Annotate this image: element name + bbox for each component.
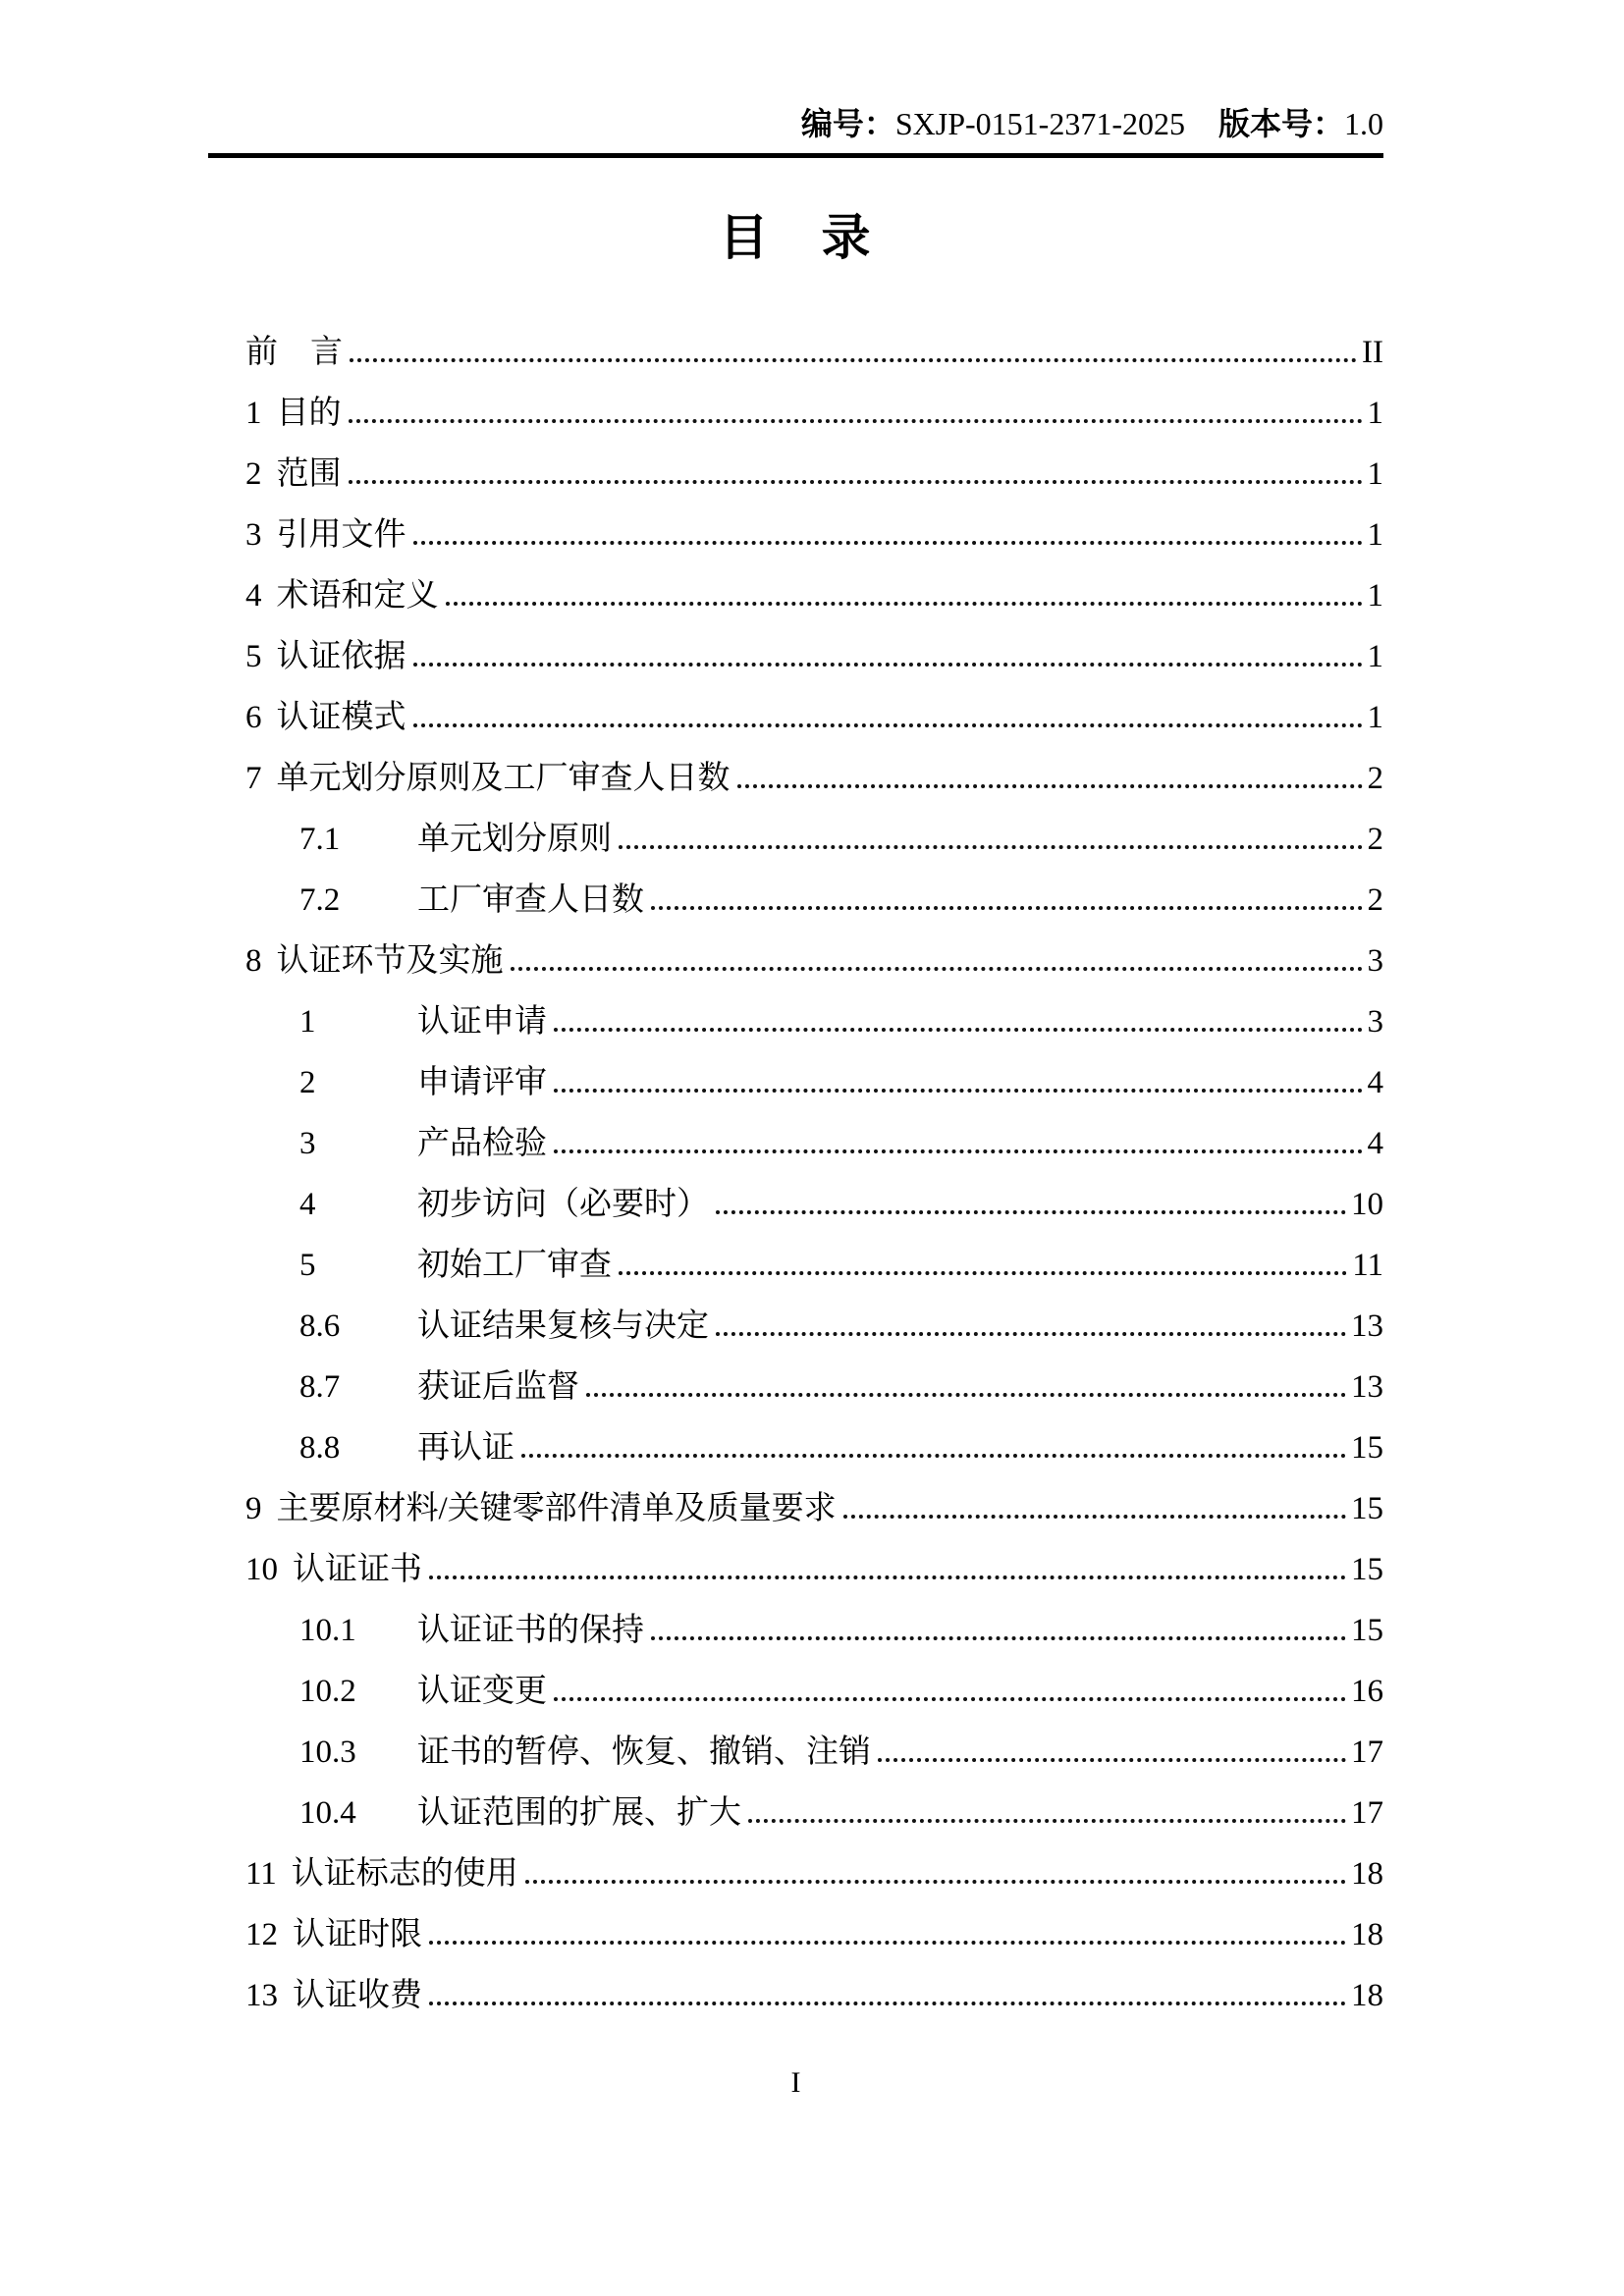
toc-entry-title: 单元划分原则及工厂审查人日数 — [276, 761, 731, 796]
toc-entry-page: 1 — [1367, 639, 1383, 674]
toc-entry-title: 认证证书的保持 — [417, 1613, 644, 1648]
dot-leader — [413, 723, 1363, 727]
toc-entry-title: 认证时限 — [293, 1917, 422, 1952]
toc-entry-number: 8 — [245, 943, 262, 979]
dot-leader — [748, 1819, 1346, 1823]
toc-row — [208, 820, 1383, 859]
toc-row — [208, 454, 1383, 494]
toc-row — [208, 1063, 1383, 1102]
toc-entry-title: 目的 — [276, 396, 342, 431]
toc-row — [208, 1124, 1383, 1163]
toc-entry-page: 11 — [1352, 1248, 1383, 1283]
toc-entry-number: 7.1 — [299, 822, 341, 857]
toc-row — [208, 1915, 1383, 1954]
dot-leader — [651, 906, 1363, 910]
toc-entry-title: 获证后监督 — [417, 1369, 579, 1405]
toc-row — [208, 1611, 1383, 1650]
toc-entry-title: 认证依据 — [276, 639, 406, 674]
toc-entry-number: 1 — [299, 1004, 316, 1040]
dot-leader — [350, 358, 1357, 362]
toc-entry-page: 4 — [1367, 1126, 1383, 1161]
toc-entry-number: 10.3 — [299, 1735, 356, 1770]
toc-entry-page: 17 — [1351, 1735, 1383, 1770]
toc-entry-title: 认证范围的扩展、扩大 — [417, 1795, 741, 1831]
toc-row — [208, 1733, 1383, 1772]
toc-row — [208, 576, 1383, 615]
toc-entry-number: 13 — [245, 1978, 278, 2013]
dot-leader — [429, 1941, 1346, 1945]
toc-entry-page: 1 — [1367, 396, 1383, 431]
page-footer — [208, 2064, 1383, 2102]
toc-entry-title: 认证模式 — [276, 700, 406, 735]
toc-entry-number: 10.2 — [299, 1674, 356, 1709]
toc-entry-number: 4 — [245, 578, 262, 614]
toc-entry-title: 申请评审 — [417, 1065, 547, 1100]
toc-row — [208, 1976, 1383, 2015]
dot-leader — [843, 1515, 1346, 1519]
dot-leader — [554, 1697, 1346, 1701]
toc-entry-title: 认证标志的使用 — [291, 1856, 518, 1892]
toc-entry-title: 工厂审查人日数 — [417, 882, 644, 918]
toc-entry-number: 1 — [245, 396, 262, 431]
toc-entry-title: 单元划分原则 — [417, 822, 612, 857]
toc-entry-page: 2 — [1367, 882, 1383, 918]
dot-leader — [521, 1454, 1346, 1458]
toc-entry-number: 10.1 — [299, 1613, 356, 1648]
dot-leader — [586, 1393, 1346, 1397]
toc-entry-title: 认证证书 — [293, 1552, 422, 1587]
toc-entry-page: 2 — [1367, 761, 1383, 796]
toc-entry-number: 7.2 — [299, 882, 341, 918]
dot-leader — [429, 2002, 1346, 2005]
toc-entry-page: II — [1362, 335, 1383, 370]
toc-entry-page: 15 — [1351, 1491, 1383, 1526]
dot-leader — [716, 1210, 1346, 1214]
dot-leader — [413, 541, 1363, 545]
toc-entry-number: 10 — [245, 1552, 278, 1587]
toc-entry-title: 再认证 — [417, 1430, 514, 1466]
toc-entry-page: 15 — [1351, 1430, 1383, 1466]
toc-entry-number: 8.7 — [299, 1369, 341, 1405]
toc-entry-title: 初始工厂审查 — [417, 1248, 612, 1283]
toc-row — [208, 1246, 1383, 1285]
toc-row — [208, 759, 1383, 798]
toc-entry-title: 主要原材料/关键零部件清单及质量要求 — [276, 1491, 837, 1526]
dot-leader — [554, 1149, 1363, 1153]
dot-leader — [651, 1636, 1346, 1640]
toc-row — [208, 394, 1383, 433]
toc-entry-page: 17 — [1351, 1795, 1383, 1831]
toc-row — [208, 1550, 1383, 1589]
footer-page-marker: I — [790, 2066, 801, 2099]
toc-entry-number: 6 — [245, 700, 262, 735]
dot-leader — [349, 419, 1363, 423]
toc-entry-number: 5 — [299, 1248, 316, 1283]
toc-row — [208, 1793, 1383, 1833]
toc-entry-title: 证书的暂停、恢复、撤销、注销 — [417, 1735, 871, 1770]
toc-entry-page: 13 — [1351, 1369, 1383, 1405]
toc-entry-number: 4 — [299, 1187, 316, 1222]
toc-entry-page: 1 — [1367, 456, 1383, 492]
toc-entry-page: 15 — [1351, 1552, 1383, 1587]
toc-entry-page: 15 — [1351, 1613, 1383, 1648]
toc-entry-page: 2 — [1367, 822, 1383, 857]
dot-leader — [446, 602, 1363, 606]
dot-leader — [878, 1758, 1346, 1762]
toc-entry-number: 9 — [245, 1491, 262, 1526]
version-label: 版本号： — [1218, 106, 1344, 141]
toc-entry-number: 3 — [299, 1126, 316, 1161]
toc-entry-page: 1 — [1367, 700, 1383, 735]
toc-entry-number: 7 — [245, 761, 262, 796]
toc-entry-number: 11 — [245, 1856, 277, 1892]
dot-leader — [429, 1575, 1346, 1579]
toc-entry-number: 5 — [245, 639, 262, 674]
dot-leader — [525, 1880, 1346, 1884]
toc-list — [208, 333, 1383, 2015]
toc-entry-number: 8.6 — [299, 1308, 341, 1344]
toc-row — [208, 698, 1383, 737]
dot-leader — [511, 967, 1363, 971]
toc-entry-title: 认证结果复核与决定 — [417, 1308, 709, 1344]
toc-row — [208, 1307, 1383, 1346]
toc-entry-page: 4 — [1367, 1065, 1383, 1100]
toc-title: 目 录 — [719, 210, 873, 265]
toc-row — [208, 1672, 1383, 1711]
dot-leader — [349, 480, 1363, 484]
version-value: 1.0 — [1344, 106, 1383, 141]
toc-entry-page: 18 — [1351, 1978, 1383, 2013]
doc-number-label: 编号： — [800, 106, 895, 141]
toc-entry-title: 认证变更 — [417, 1674, 547, 1709]
toc-row — [208, 1367, 1383, 1407]
toc-entry-page: 16 — [1351, 1674, 1383, 1709]
toc-entry-number: 2 — [299, 1065, 316, 1100]
toc-entry-number: 2 — [245, 456, 262, 492]
toc-entry-title: 术语和定义 — [276, 578, 439, 614]
toc-row — [208, 941, 1383, 981]
toc-row — [208, 333, 1383, 372]
dot-leader — [554, 1089, 1363, 1093]
toc-entry-number: 3 — [245, 517, 262, 553]
toc-entry-title: 引用文件 — [276, 517, 406, 553]
toc-entry-title: 初步访问（必要时） — [417, 1187, 709, 1222]
toc-entry-page: 13 — [1351, 1308, 1383, 1344]
toc-row — [208, 1489, 1383, 1528]
toc-entry-page: 1 — [1367, 517, 1383, 553]
toc-entry-page: 3 — [1367, 1004, 1383, 1040]
dot-leader — [619, 845, 1363, 849]
toc-entry-page: 18 — [1351, 1917, 1383, 1952]
toc-entry-title: 认证环节及实施 — [276, 943, 504, 979]
toc-row — [208, 1185, 1383, 1224]
toc-row — [208, 1002, 1383, 1041]
toc-entry-number: 8.8 — [299, 1430, 341, 1466]
toc-entry-number: 12 — [245, 1917, 278, 1952]
toc-row — [208, 1428, 1383, 1468]
toc-entry-title: 认证申请 — [417, 1004, 547, 1040]
toc-entry-title: 产品检验 — [417, 1126, 547, 1161]
toc-row — [208, 1854, 1383, 1894]
toc-entry-page: 3 — [1367, 943, 1383, 979]
toc-entry-page: 1 — [1367, 578, 1383, 614]
dot-leader — [619, 1271, 1347, 1275]
dot-leader — [737, 784, 1363, 788]
toc-entry-page: 18 — [1351, 1856, 1383, 1892]
document-header — [208, 104, 1383, 158]
toc-entry-title: 认证收费 — [293, 1978, 422, 2013]
toc-row — [208, 515, 1383, 555]
dot-leader — [413, 663, 1363, 667]
doc-number-value: SXJP-0151-2371-2025 — [894, 106, 1185, 141]
toc-entry-title: 范围 — [276, 456, 342, 492]
toc-row — [208, 881, 1383, 920]
toc-row — [208, 637, 1383, 676]
toc-entry-title: 前 言 — [245, 335, 343, 370]
dot-leader — [554, 1028, 1363, 1032]
dot-leader — [716, 1332, 1346, 1336]
toc-entry-number: 10.4 — [299, 1795, 356, 1831]
toc-entry-page: 10 — [1351, 1187, 1383, 1222]
